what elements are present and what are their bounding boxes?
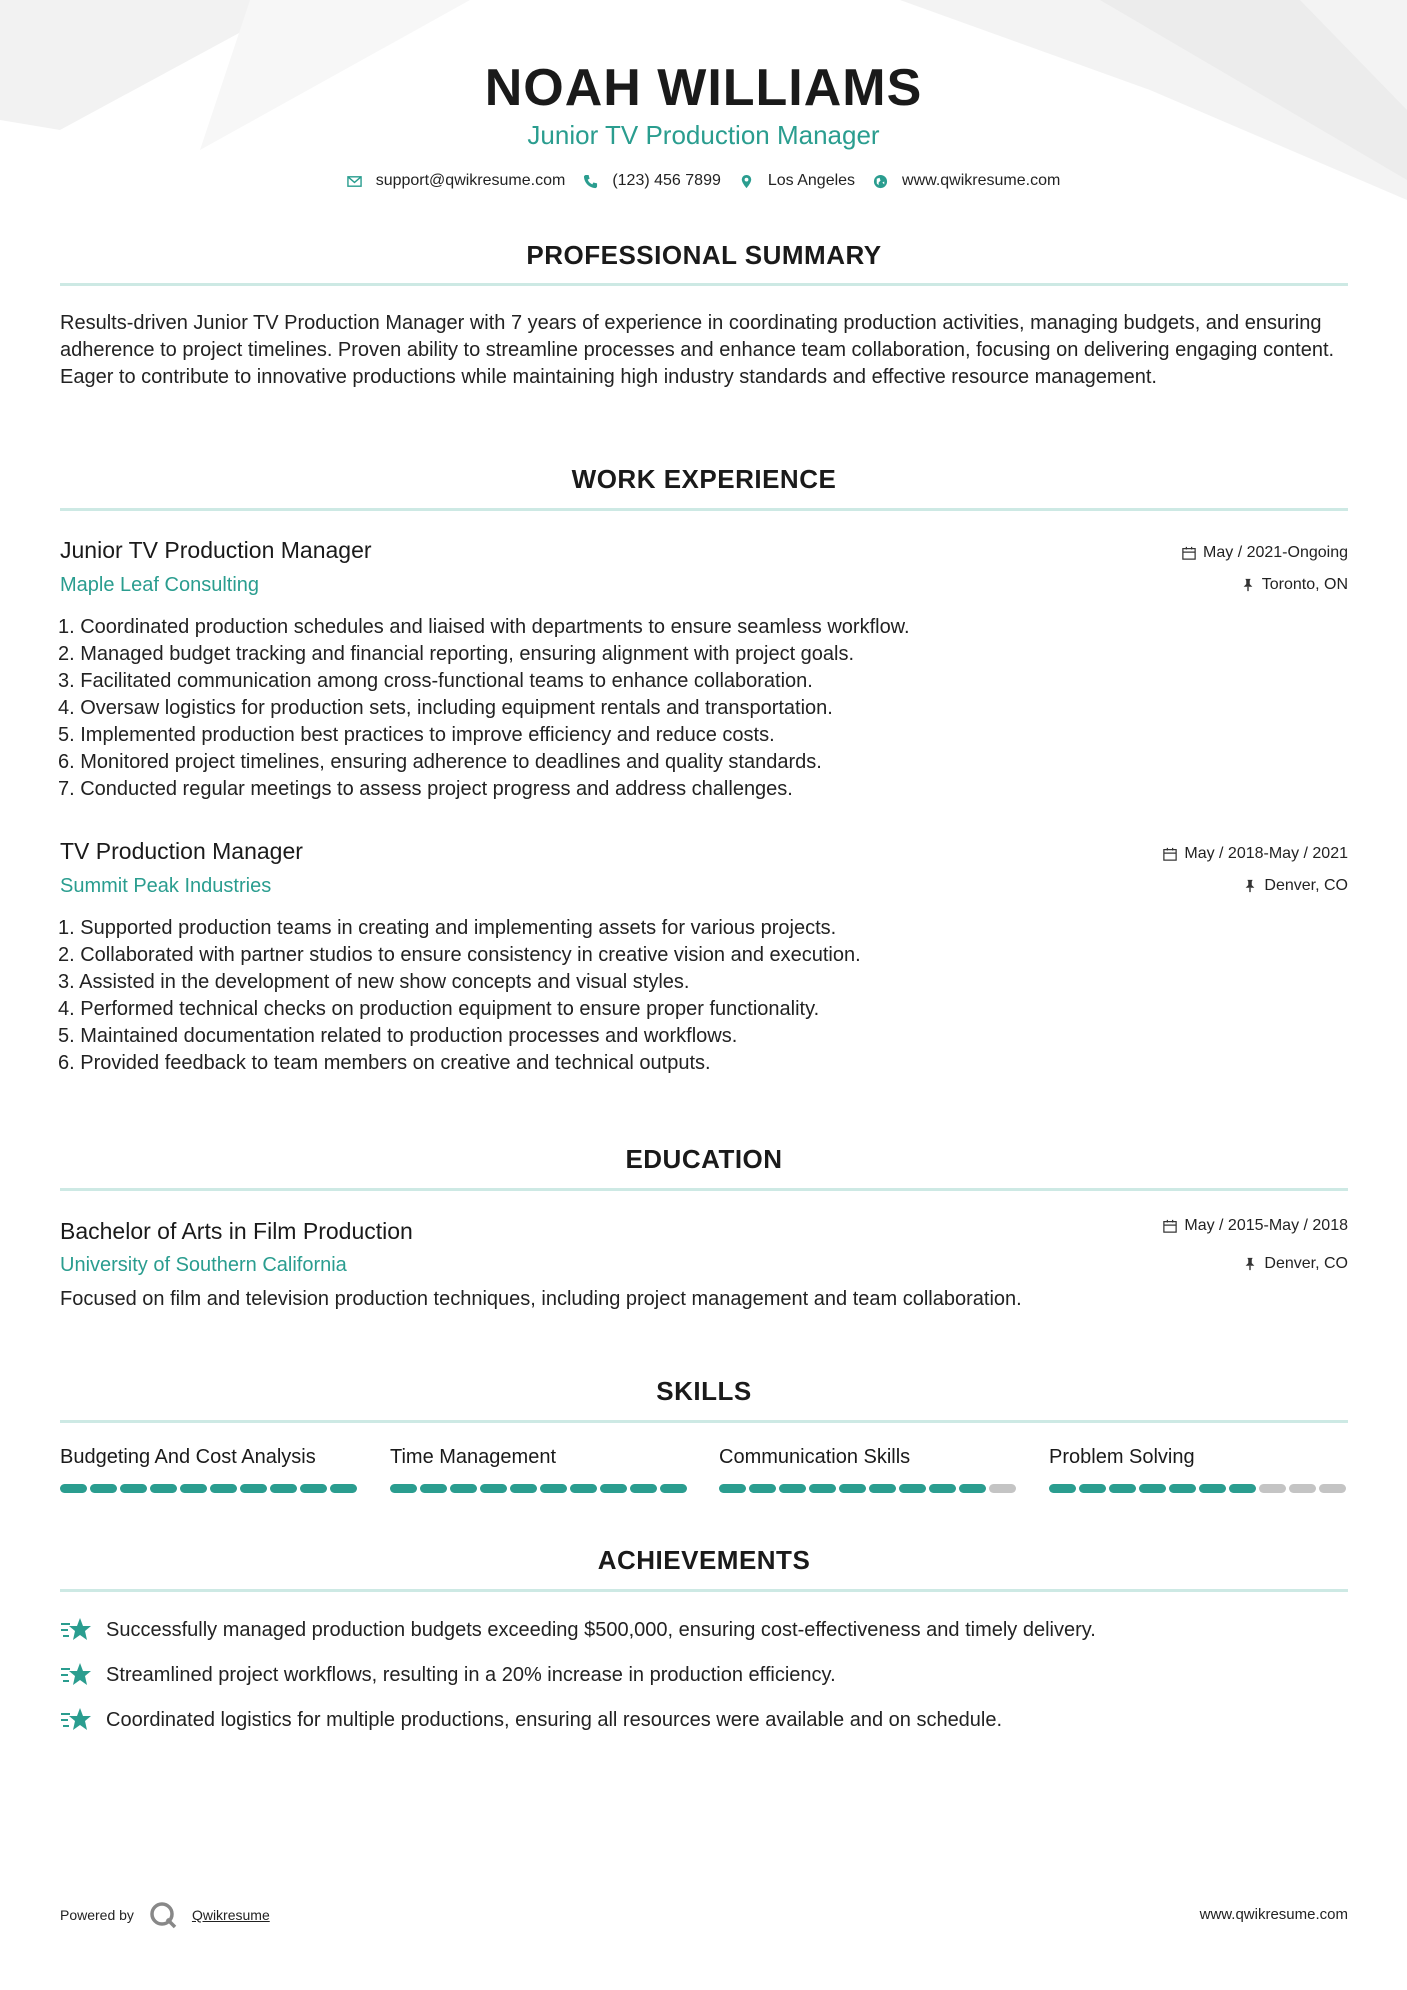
list-item: 5. Implemented production best practices to improve efficiency and reduce costs.	[58, 724, 775, 746]
footer-powered-by	[60, 1900, 270, 1930]
skill-dot-filled	[869, 1484, 896, 1493]
list-item: 4. Oversaw logistics for production sets, including equipment rentals and transportation.	[58, 697, 833, 719]
skill-dot-filled	[180, 1484, 207, 1493]
skill-dot-filled	[630, 1484, 657, 1493]
skill-dot-empty	[1289, 1484, 1316, 1493]
candidate-role: Junior TV Production Manager	[527, 120, 880, 150]
skill-dot-filled	[450, 1484, 477, 1493]
education-heading: EDUCATION	[625, 1144, 783, 1174]
achievement-text: Streamlined project workflows, resulting in a 20% increase in production efficiency.	[106, 1663, 836, 1686]
skill-dot-filled	[60, 1484, 87, 1493]
envelope-icon	[347, 174, 362, 189]
job-title: Junior TV Production Manager	[60, 537, 372, 563]
education-location-text: Denver, CO	[1264, 1255, 1348, 1272]
brand-link[interactable]: Qwikresume	[191, 1907, 270, 1923]
job-location-text: Denver, CO	[1264, 877, 1348, 894]
education-location	[1243, 1255, 1348, 1273]
phone-text: (123) 456 7899	[612, 172, 721, 189]
skill-dot-filled	[749, 1484, 776, 1493]
globe-icon	[873, 174, 888, 189]
phone-icon	[583, 174, 598, 189]
summary-heading: PROFESSIONAL SUMMARY	[526, 240, 882, 270]
skill-dot-empty	[989, 1484, 1016, 1493]
map-pin-icon	[739, 174, 754, 189]
email-text: support@qwikresume.com	[375, 172, 566, 189]
skill-name: Communication Skills	[719, 1446, 911, 1468]
skill-dot-filled	[240, 1484, 267, 1493]
job-dates	[1182, 544, 1348, 562]
contact-bar	[0, 172, 1407, 190]
contact-phone[interactable]	[583, 172, 721, 190]
skill-name: Time Management	[390, 1446, 556, 1468]
skill-dot-filled	[570, 1484, 597, 1493]
experience-heading: WORK EXPERIENCE	[571, 464, 837, 494]
skill-dot-filled	[1199, 1484, 1226, 1493]
education-dates	[1163, 1217, 1348, 1235]
skill-level-meter	[1049, 1484, 1346, 1493]
pushpin-icon	[1243, 879, 1257, 893]
powered-by-label: Powered by	[60, 1907, 134, 1923]
job-title: TV Production Manager	[60, 838, 303, 864]
skill-level-meter	[390, 1484, 687, 1493]
job-company: Maple Leaf Consulting	[60, 574, 260, 596]
list-item: 2. Managed budget tracking and financial reporting, ensuring alignment with project goals.	[58, 643, 855, 665]
skill-dot-filled	[779, 1484, 806, 1493]
skill-item	[60, 1446, 360, 1469]
section-divider	[60, 1589, 1348, 1592]
skill-dot-filled	[1109, 1484, 1136, 1493]
skill-dot-filled	[600, 1484, 627, 1493]
list-item: 3. Facilitated communication among cross-functional teams to enhance collaboration.	[58, 670, 813, 692]
job-location	[1243, 877, 1348, 895]
contact-website[interactable]	[873, 172, 1060, 190]
list-item: 1. Supported production teams in creating and implementing assets for various projects.	[58, 917, 837, 939]
calendar-icon	[1182, 546, 1196, 560]
skill-dot-filled	[510, 1484, 537, 1493]
calendar-icon	[1163, 847, 1177, 861]
qwikresume-logo-icon	[148, 1900, 178, 1930]
list-item: 6. Provided feedback to team members on creative and technical outputs.	[58, 1052, 711, 1074]
achievement-item	[60, 1706, 1002, 1734]
skill-level-meter	[60, 1484, 357, 1493]
location-text: Los Angeles	[767, 172, 856, 189]
skill-dot-filled	[959, 1484, 986, 1493]
skill-dot-filled	[270, 1484, 297, 1493]
skill-dot-filled	[839, 1484, 866, 1493]
education-description: Focused on film and television production techniques, including project management and team collaboration.	[60, 1288, 1022, 1310]
skill-item	[719, 1446, 1019, 1469]
skill-dot-filled	[719, 1484, 746, 1493]
achievement-text: Coordinated logistics for multiple productions, ensuring all resources were available and on schedule.	[106, 1708, 1003, 1731]
list-item: 7. Conducted regular meetings to assess project progress and address challenges.	[58, 778, 793, 800]
list-item: 3. Assisted in the development of new show concepts and visual styles.	[58, 971, 690, 993]
achievements-heading: ACHIEVEMENTS	[597, 1545, 811, 1575]
skill-dot-filled	[809, 1484, 836, 1493]
section-divider	[60, 1420, 1348, 1423]
skill-dot-filled	[1079, 1484, 1106, 1493]
job-company: Summit Peak Industries	[60, 875, 272, 897]
list-item: 1. Coordinated production schedules and liaised with departments to ensure seamless workflow.	[58, 616, 910, 638]
section-divider	[60, 508, 1348, 511]
section-divider	[60, 1188, 1348, 1191]
pushpin-icon	[1241, 578, 1255, 592]
summary-text: Results-driven Junior TV Production Manager with 7 years of experience in coordinating production activities, managing budgets, and ensuring adherence to project timelines. Proven ability to streamline processes and enhance team collaboration, focusing on delivering engaging content. Eager to contribute to innovative productions while maintaining high industry standards and effective resource management.	[60, 312, 1335, 388]
job-dates-text: May / 2021-Ongoing	[1203, 544, 1348, 561]
website-text: www.qwikresume.com	[902, 172, 1061, 189]
skill-dot-filled	[540, 1484, 567, 1493]
skill-dot-filled	[660, 1484, 687, 1493]
skill-level-meter	[719, 1484, 1016, 1493]
skill-name: Problem Solving	[1049, 1446, 1195, 1468]
skill-dot-filled	[390, 1484, 417, 1493]
degree-title: Bachelor of Arts in Film Production	[60, 1218, 413, 1244]
achievement-item	[60, 1616, 1096, 1644]
job-location-text: Toronto, ON	[1261, 576, 1348, 593]
list-item: 2. Collaborated with partner studios to ensure consistency in creative vision and execution.	[58, 944, 861, 966]
skill-dot-empty	[1319, 1484, 1346, 1493]
skill-dot-filled	[120, 1484, 147, 1493]
section-divider	[60, 283, 1348, 286]
job-bullets	[58, 614, 1308, 803]
skill-dot-empty	[1259, 1484, 1286, 1493]
skill-dot-filled	[330, 1484, 357, 1493]
calendar-icon	[1163, 1219, 1177, 1233]
skill-dot-filled	[1169, 1484, 1196, 1493]
shooting-star-icon	[60, 1616, 92, 1644]
contact-location	[739, 172, 855, 190]
footer-website[interactable]: www.qwikresume.com	[1199, 1906, 1348, 1923]
job-dates-text: May / 2018-May / 2021	[1184, 845, 1348, 862]
list-item: 5. Maintained documentation related to production processes and workflows.	[58, 1025, 738, 1047]
skill-dot-filled	[1229, 1484, 1256, 1493]
shooting-star-icon	[60, 1706, 92, 1734]
list-item: 6. Monitored project timelines, ensuring adherence to deadlines and quality standards.	[58, 751, 822, 773]
achievement-text: Successfully managed production budgets exceeding $500,000, ensuring cost-effectiveness and timely delivery.	[106, 1618, 1096, 1641]
skill-dot-filled	[1049, 1484, 1076, 1493]
education-dates-text: May / 2015-May / 2018	[1184, 1217, 1348, 1234]
pushpin-icon	[1243, 1257, 1257, 1271]
skill-item	[390, 1446, 690, 1469]
job-location	[1241, 576, 1348, 594]
school-name: University of Southern California	[60, 1254, 347, 1276]
skill-dot-filled	[899, 1484, 926, 1493]
skill-item	[1049, 1446, 1349, 1469]
job-dates	[1163, 845, 1348, 863]
skill-dot-filled	[90, 1484, 117, 1493]
skill-dot-filled	[480, 1484, 507, 1493]
job-bullets	[58, 915, 1308, 1077]
shooting-star-icon	[60, 1661, 92, 1689]
achievement-item	[60, 1661, 836, 1689]
skill-dot-filled	[150, 1484, 177, 1493]
skills-heading: SKILLS	[656, 1376, 752, 1406]
candidate-name: NOAH WILLIAMS	[484, 59, 923, 117]
list-item: 4. Performed technical checks on production equipment to ensure proper functionality.	[58, 998, 820, 1020]
skill-dot-filled	[1139, 1484, 1166, 1493]
skill-name: Budgeting And Cost Analysis	[60, 1446, 316, 1468]
skill-dot-filled	[210, 1484, 237, 1493]
contact-email[interactable]	[347, 172, 566, 190]
skill-dot-filled	[420, 1484, 447, 1493]
skill-dot-filled	[929, 1484, 956, 1493]
skill-dot-filled	[300, 1484, 327, 1493]
